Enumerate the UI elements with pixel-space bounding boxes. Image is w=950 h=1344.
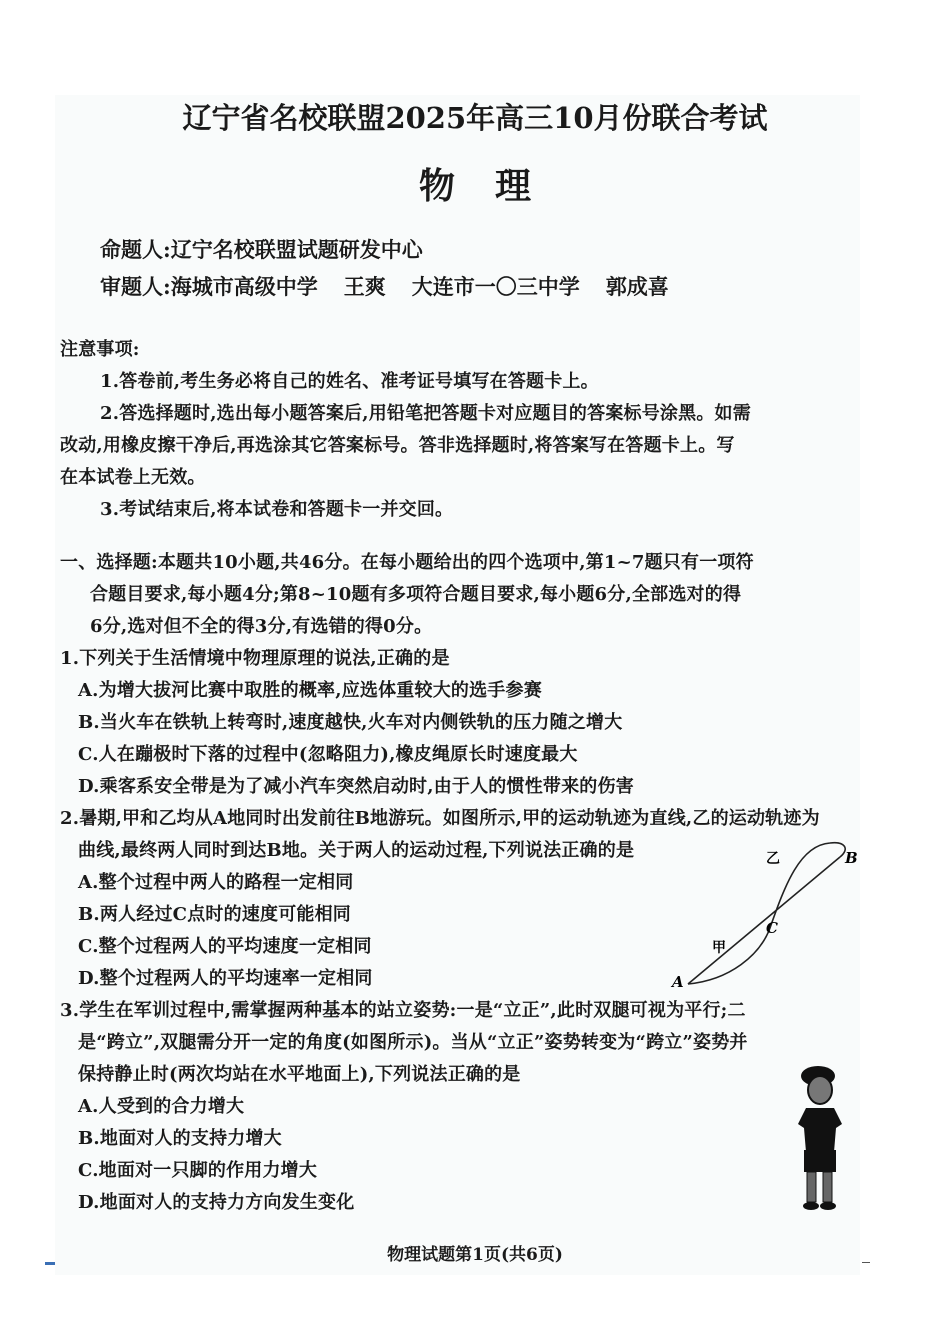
jia-label: 甲 (712, 940, 726, 956)
option-b: B.当火车在铁轨上转弯时,速度越快,火车对内侧铁轨的压力随之增大 (78, 712, 623, 733)
reviewer: 王爽 (343, 274, 386, 299)
point-b-label: B (845, 849, 858, 867)
yi-label: 乙 (766, 851, 780, 867)
question-stem: 曲线,最终两人同时到达B地。关于两人的运动过程,下列说法正确的是 (78, 840, 635, 861)
option-b: B.地面对人的支持力增大 (78, 1128, 282, 1149)
option-a: A.人受到的合力增大 (78, 1096, 245, 1117)
notice-line: 在本试卷上无效。 (60, 467, 206, 488)
question-stem: 3.学生在军训过程中,需掌握两种基本的站立姿势:一是“立正”,此时双腿可视为平行;二 (60, 1000, 746, 1021)
option-d: D.整个过程两人的平均速率一定相同 (78, 968, 373, 989)
reviewer: 大连市一〇三中学 (411, 274, 580, 299)
reviewer: 海城市高级中学 (170, 274, 318, 299)
point-c-label: C (766, 919, 778, 937)
page-footer: 物理试题第1页(共6页) (387, 1245, 563, 1265)
student-illustration (790, 1062, 860, 1214)
option-c: C.整个过程两人的平均速度一定相同 (78, 936, 372, 957)
option-d: D.地面对人的支持力方向发生变化 (78, 1192, 355, 1213)
option-a: A.为增大拔河比赛中取胜的概率,应选体重较大的选手参赛 (78, 680, 542, 701)
notice-line: 3.考试结束后,将本试卷和答题卡一并交回。 (100, 499, 454, 520)
option-c: C.人在蹦极时下落的过程中(忽略阻力),橡皮绳原长时速度最大 (78, 744, 578, 765)
option-b: B.两人经过C点时的速度可能相同 (78, 904, 352, 925)
reviewer-line (100, 270, 695, 304)
notice-line: 1.答卷前,考生务必将自己的姓名、准考证号填写在答题卡上。 (100, 371, 599, 392)
author-label: 命题人: (100, 237, 171, 262)
option-a: A.整个过程中两人的路程一定相同 (78, 872, 354, 893)
section-heading: 一、选择题:本题共10小题,共46分。在每小题给出的四个选项中,第1~7题只有一项符 (60, 552, 754, 573)
scan-mark (862, 1262, 870, 1263)
exam-title: 辽宁省名校联盟2025年高三10月份联合考试 (182, 101, 768, 135)
trajectory-figure (660, 835, 870, 995)
notice-heading: 注意事项: (60, 339, 140, 360)
scan-mark (45, 1262, 55, 1265)
section-line: 合题目要求,每小题4分;第8~10题有多项符合题目要求,每小题6分,全部选对的得 (90, 584, 742, 605)
point-a-label: A (672, 973, 684, 991)
question-stem: 保持静止时(两次均站在水平地面上),下列说法正确的是 (78, 1064, 521, 1085)
notice-line: 2.答选择题时,选出每小题答案后,用铅笔把答题卡对应题目的答案标号涂黑。如需 (100, 403, 751, 424)
notice-line: 改动,用橡皮擦干净后,再选涂其它答案标号。答非选择题时,将答案写在答题卡上。写 (60, 435, 735, 456)
reviewer-label: 审题人: (100, 274, 171, 299)
subject-title: 物理 (418, 165, 571, 207)
section-line: 6分,选对但不全的得3分,有选错的得0分。 (90, 616, 433, 637)
reviewer: 郭成喜 (605, 274, 669, 299)
option-d: D.乘客系安全带是为了减小汽车突然启动时,由于人的惯性带来的伤害 (78, 776, 634, 797)
question-stem: 2.暑期,甲和乙均从A地同时出发前往B地游玩。如图所示,甲的运动轨迹为直线,乙的运动轨迹为 (60, 808, 820, 829)
author-line (100, 233, 449, 267)
author: 辽宁名校联盟试题研发中心 (170, 237, 423, 262)
question-stem: 1.下列关于生活情境中物理原理的说法,正确的是 (60, 648, 450, 669)
path-jia (688, 857, 840, 984)
question-stem: 是“跨立”,双腿需分开一定的角度(如图所示)。当从“立正”姿势转变为“跨立”姿势并 (78, 1032, 748, 1053)
option-c: C.地面对一只脚的作用力增大 (78, 1160, 318, 1181)
